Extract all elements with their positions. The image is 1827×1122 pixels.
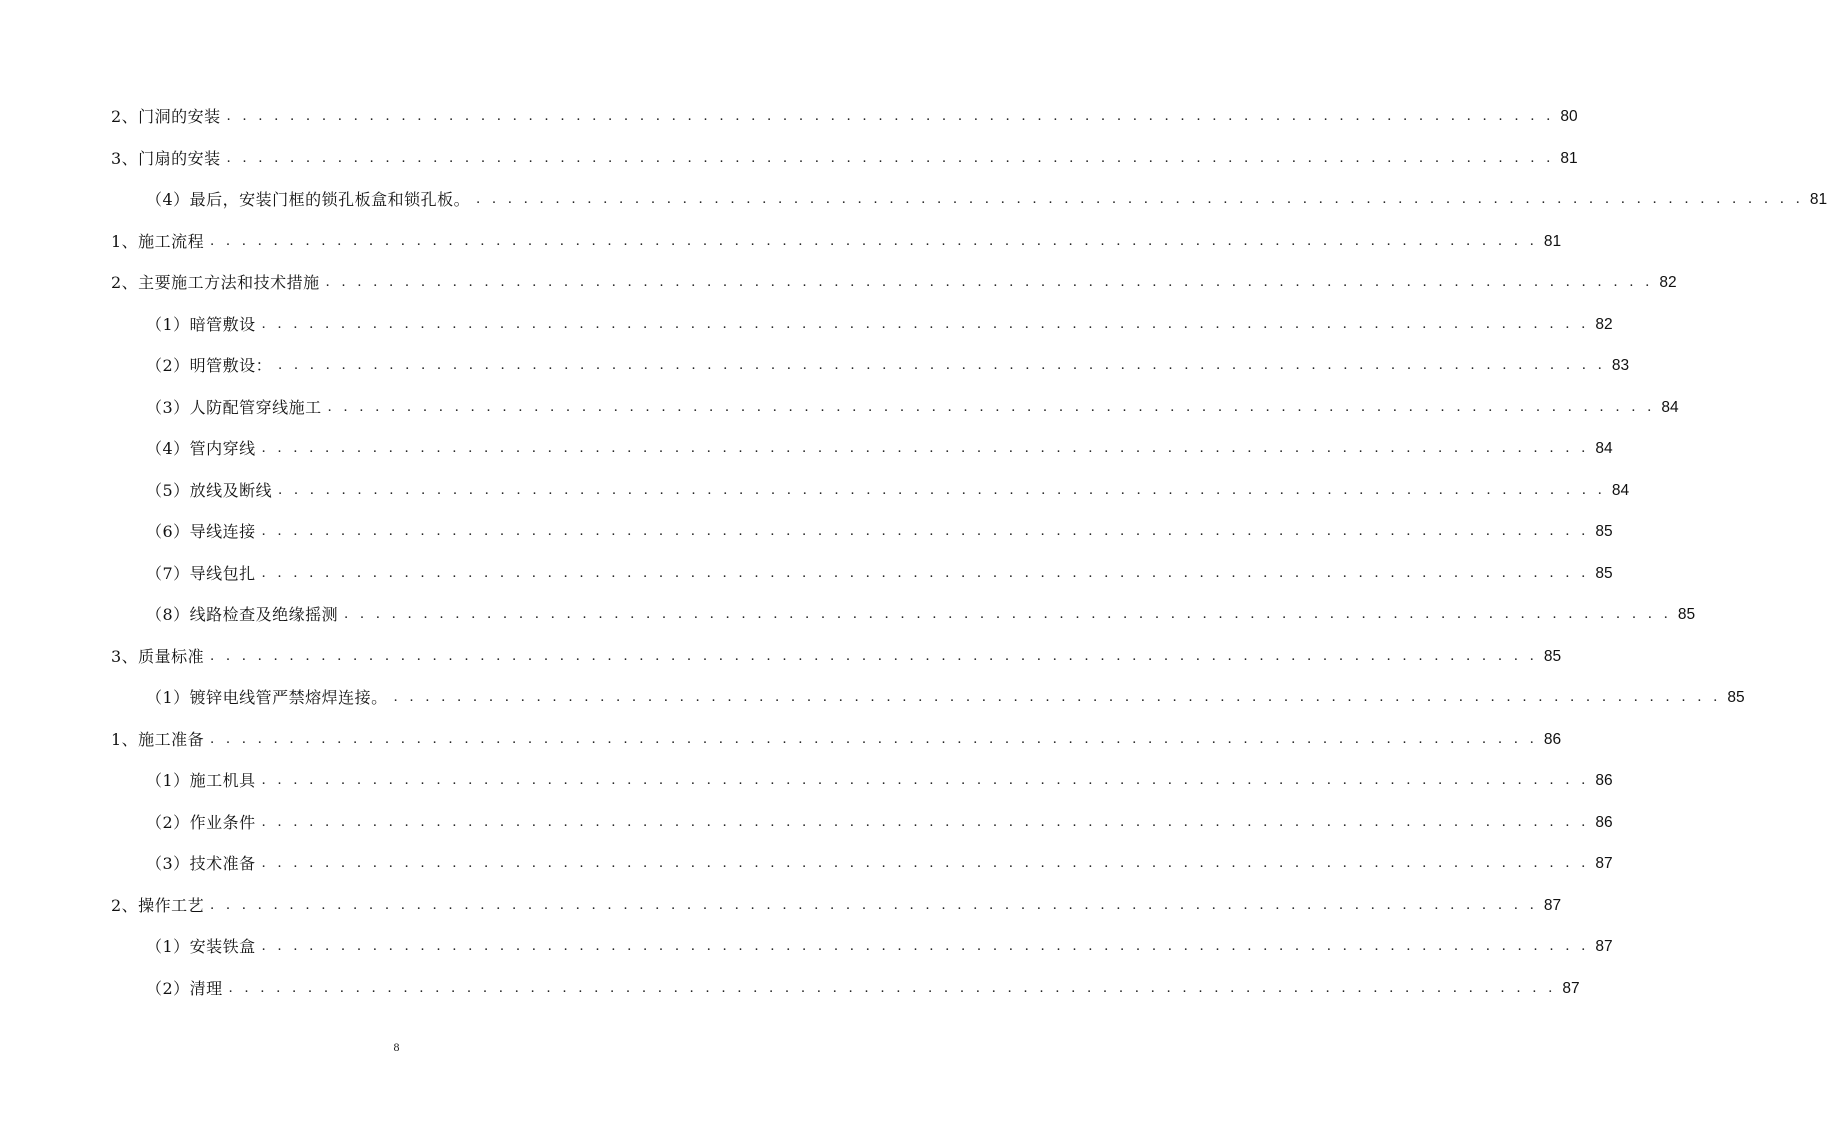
toc-entry[interactable] [0, 636, 1562, 678]
toc-dot-leader: . . . . . . . . . . . . . . . . . . . . . . . . . . . . . . . . . . . . . . . . . . . . . . . . . . . . . . . . . . . . . . . . . . . . . . . . . . . . . . . . . . . . [210, 232, 1538, 249]
toc-entry-page: 81 [1809, 191, 1827, 208]
toc-dot-leader: . . . . . . . . . . . . . . . . . . . . . . . . . . . . . . . . . . . . . . . . . . . . . . . . . . . . . . . . . . . . . . . . . . . . . . . . . . . . . . . . . . . . [261, 813, 1590, 830]
toc-entry-page: 87 [1595, 938, 1613, 955]
toc-entry[interactable] [0, 843, 1613, 885]
toc-entry-page: 83 [1611, 357, 1630, 374]
toc-entry-page: 84 [1661, 398, 1679, 416]
toc-entry[interactable] [0, 428, 1613, 470]
toc-dot-leader: . . . . . . . . . . . . . . . . . . . . . . . . . . . . . . . . . . . . . . . . . . . . . . . . . . . . . . . . . . . . . . . . . . . . . . . . . . . . . . . . . . . . [327, 398, 1656, 415]
toc-entry-title: 3、质量标准 [111, 646, 205, 666]
toc-entry-title: （8）线路检查及绝缘摇测 [146, 605, 339, 624]
toc-entry-title: 2、操作工艺 [111, 895, 205, 915]
toc-entry[interactable] [0, 96, 1578, 138]
toc-dot-leader: . . . . . . . . . . . . . . . . . . . . . . . . . . . . . . . . . . . . . . . . . . . . . . . . . . . . . . . . . . . . . . . . . . . . . . . . . . . . . . . . . . . . [393, 689, 1722, 705]
toc-entry-page: 86 [1595, 813, 1613, 831]
toc-entry[interactable] [0, 760, 1613, 802]
toc-entry-page: 82 [1659, 274, 1677, 291]
page-number: 8 [393, 1040, 400, 1054]
toc-entry-page: 85 [1543, 647, 1562, 665]
toc-dot-leader: . . . . . . . . . . . . . . . . . . . . . . . . . . . . . . . . . . . . . . . . . . . . . . . . . . . . . . . . . . . . . . . . . . . . . . . . . . . . . . . . . . . . [278, 481, 1606, 498]
toc-entry[interactable] [0, 262, 1677, 304]
toc-entry-title: （1）暗管敷设 [146, 314, 256, 334]
toc-entry-title: （2）作业条件 [146, 812, 256, 832]
toc-dot-leader: . . . . . . . . . . . . . . . . . . . . . . . . . . . . . . . . . . . . . . . . . . . . . . . . . . . . . . . . . . . . . . . . . . . . . . . . . . . . . . . . . . . . [325, 274, 1654, 290]
toc-entry-title: 3、门扇的安装 [111, 148, 221, 168]
toc-entry-title: 2、门洞的安装 [111, 107, 221, 126]
toc-dot-leader: . . . . . . . . . . . . . . . . . . . . . . . . . . . . . . . . . . . . . . . . . . . . . . . . . . . . . . . . . . . . . . . . . . . . . . . . . . . . . . . . . . . . [261, 564, 1590, 581]
toc-entry[interactable] [0, 179, 1827, 221]
toc-entry-page: 82 [1595, 315, 1613, 333]
toc-entry-page: 81 [1543, 232, 1562, 250]
toc-entry-page: 87 [1562, 979, 1580, 997]
toc-entry-page: 85 [1727, 689, 1745, 706]
toc-entry-page: 81 [1560, 149, 1578, 167]
toc-entry[interactable] [0, 885, 1562, 927]
toc-entry-title: （5）放线及断线 [146, 480, 273, 500]
toc-entry[interactable] [0, 553, 1613, 595]
toc-entry[interactable] [0, 387, 1679, 429]
toc-entry-title: （4）管内穿线 [146, 439, 256, 458]
toc-entry-title: 2、主要施工方法和技术措施 [111, 273, 320, 292]
toc-dot-leader: . . . . . . . . . . . . . . . . . . . . . . . . . . . . . . . . . . . . . . . . . . . . . . . . . . . . . . . . . . . . . . . . . . . . . . . . . . . . . . . . . . . . [210, 730, 1538, 747]
toc-entry[interactable] [0, 594, 1696, 636]
toc-dot-leader: . . . . . . . . . . . . . . . . . . . . . . . . . . . . . . . . . . . . . . . . . . . . . . . . . . . . . . . . . . . . . . . . . . . . . . . . . . . . . . . . . . . . [210, 647, 1538, 664]
toc-entry-page: 85 [1677, 606, 1696, 623]
toc-entry[interactable] [0, 719, 1562, 761]
toc-dot-leader: . . . . . . . . . . . . . . . . . . . . . . . . . . . . . . . . . . . . . . . . . . . . . . . . . . . . . . . . . . . . . . . . . . . . . . . . . . . . . . . . . . . . [210, 896, 1538, 913]
toc-dot-leader: . . . . . . . . . . . . . . . . . . . . . . . . . . . . . . . . . . . . . . . . . . . . . . . . . . . . . . . . . . . . . . . . . . . . . . . . . . . . . . . . . . . . [261, 855, 1590, 871]
toc-entry[interactable] [0, 926, 1613, 968]
toc-entry-title: （2）清理 [146, 978, 223, 998]
toc-entry-title: （4）最后，安装门框的锁孔板盒和锁孔板。 [146, 190, 471, 209]
toc-entry-title: （2）明管敷设： [146, 356, 273, 375]
toc-dot-leader: . . . . . . . . . . . . . . . . . . . . . . . . . . . . . . . . . . . . . . . . . . . . . . . . . . . . . . . . . . . . . . . . . . . . . . . . . . . . . . . . . . . . [226, 108, 1555, 124]
toc-entry-page: 87 [1543, 896, 1562, 914]
toc-dot-leader: . . . . . . . . . . . . . . . . . . . . . . . . . . . . . . . . . . . . . . . . . . . . . . . . . . . . . . . . . . . . . . . . . . . . . . . . . . . . . . . . . . . . [278, 357, 1606, 373]
toc-entry-page: 85 [1595, 564, 1613, 582]
toc-entry[interactable] [0, 968, 1580, 1010]
toc-entry-title: （6）导线连接 [146, 522, 256, 541]
toc-entry-page: 84 [1611, 481, 1630, 499]
toc-entry-title: （1）施工机具 [146, 771, 256, 790]
toc-entry-title: 1、施工准备 [111, 729, 205, 749]
toc-dot-leader: . . . . . . . . . . . . . . . . . . . . . . . . . . . . . . . . . . . . . . . . . . . . . . . . . . . . . . . . . . . . . . . . . . . . . . . . . . . . . . . . . . . . [261, 523, 1590, 539]
toc-entry[interactable] [0, 511, 1613, 553]
toc-entry-title: （1）安装铁盒 [146, 937, 256, 956]
toc-entry-title: 1、施工流程 [111, 231, 205, 251]
toc-entry[interactable] [0, 138, 1578, 180]
toc-entry[interactable] [0, 677, 1745, 719]
toc-dot-leader: . . . . . . . . . . . . . . . . . . . . . . . . . . . . . . . . . . . . . . . . . . . . . . . . . . . . . . . . . . . . . . . . . . . . . . . . . . . . . . . . . . . . [261, 772, 1590, 788]
toc-entry[interactable] [0, 470, 1630, 512]
toc-entry[interactable] [0, 304, 1613, 346]
toc-entry-title: （7）导线包扎 [146, 563, 256, 583]
toc-entry-page: 86 [1595, 772, 1613, 789]
toc-dot-leader: . . . . . . . . . . . . . . . . . . . . . . . . . . . . . . . . . . . . . . . . . . . . . . . . . . . . . . . . . . . . . . . . . . . . . . . . . . . . . . . . . . . . [476, 191, 1804, 207]
toc-entry-page: 86 [1543, 730, 1562, 748]
toc-entry[interactable] [0, 802, 1613, 844]
toc-dot-leader: . . . . . . . . . . . . . . . . . . . . . . . . . . . . . . . . . . . . . . . . . . . . . . . . . . . . . . . . . . . . . . . . . . . . . . . . . . . . . . . . . . . . [228, 979, 1557, 996]
toc-dot-leader: . . . . . . . . . . . . . . . . . . . . . . . . . . . . . . . . . . . . . . . . . . . . . . . . . . . . . . . . . . . . . . . . . . . . . . . . . . . . . . . . . . . . [344, 606, 1672, 622]
toc-entry-page: 85 [1595, 523, 1613, 540]
toc-dot-leader: . . . . . . . . . . . . . . . . . . . . . . . . . . . . . . . . . . . . . . . . . . . . . . . . . . . . . . . . . . . . . . . . . . . . . . . . . . . . . . . . . . . . [261, 440, 1590, 456]
toc-entry-title: （1）镀锌电线管严禁熔焊连接。 [146, 688, 388, 707]
toc-entry-title: （3）人防配管穿线施工 [146, 397, 322, 417]
toc-entry-title: （3）技术准备 [146, 854, 256, 873]
table-of-contents [0, 96, 1827, 1009]
toc-dot-leader: . . . . . . . . . . . . . . . . . . . . . . . . . . . . . . . . . . . . . . . . . . . . . . . . . . . . . . . . . . . . . . . . . . . . . . . . . . . . . . . . . . . . [261, 938, 1590, 954]
toc-entry-page: 87 [1595, 855, 1613, 872]
toc-entry[interactable] [0, 221, 1562, 263]
toc-dot-leader: . . . . . . . . . . . . . . . . . . . . . . . . . . . . . . . . . . . . . . . . . . . . . . . . . . . . . . . . . . . . . . . . . . . . . . . . . . . . . . . . . . . . [226, 149, 1555, 166]
toc-entry[interactable] [0, 345, 1630, 387]
toc-entry-page: 80 [1560, 108, 1578, 125]
toc-entry-page: 84 [1595, 440, 1613, 457]
toc-dot-leader: . . . . . . . . . . . . . . . . . . . . . . . . . . . . . . . . . . . . . . . . . . . . . . . . . . . . . . . . . . . . . . . . . . . . . . . . . . . . . . . . . . . . [261, 315, 1590, 332]
